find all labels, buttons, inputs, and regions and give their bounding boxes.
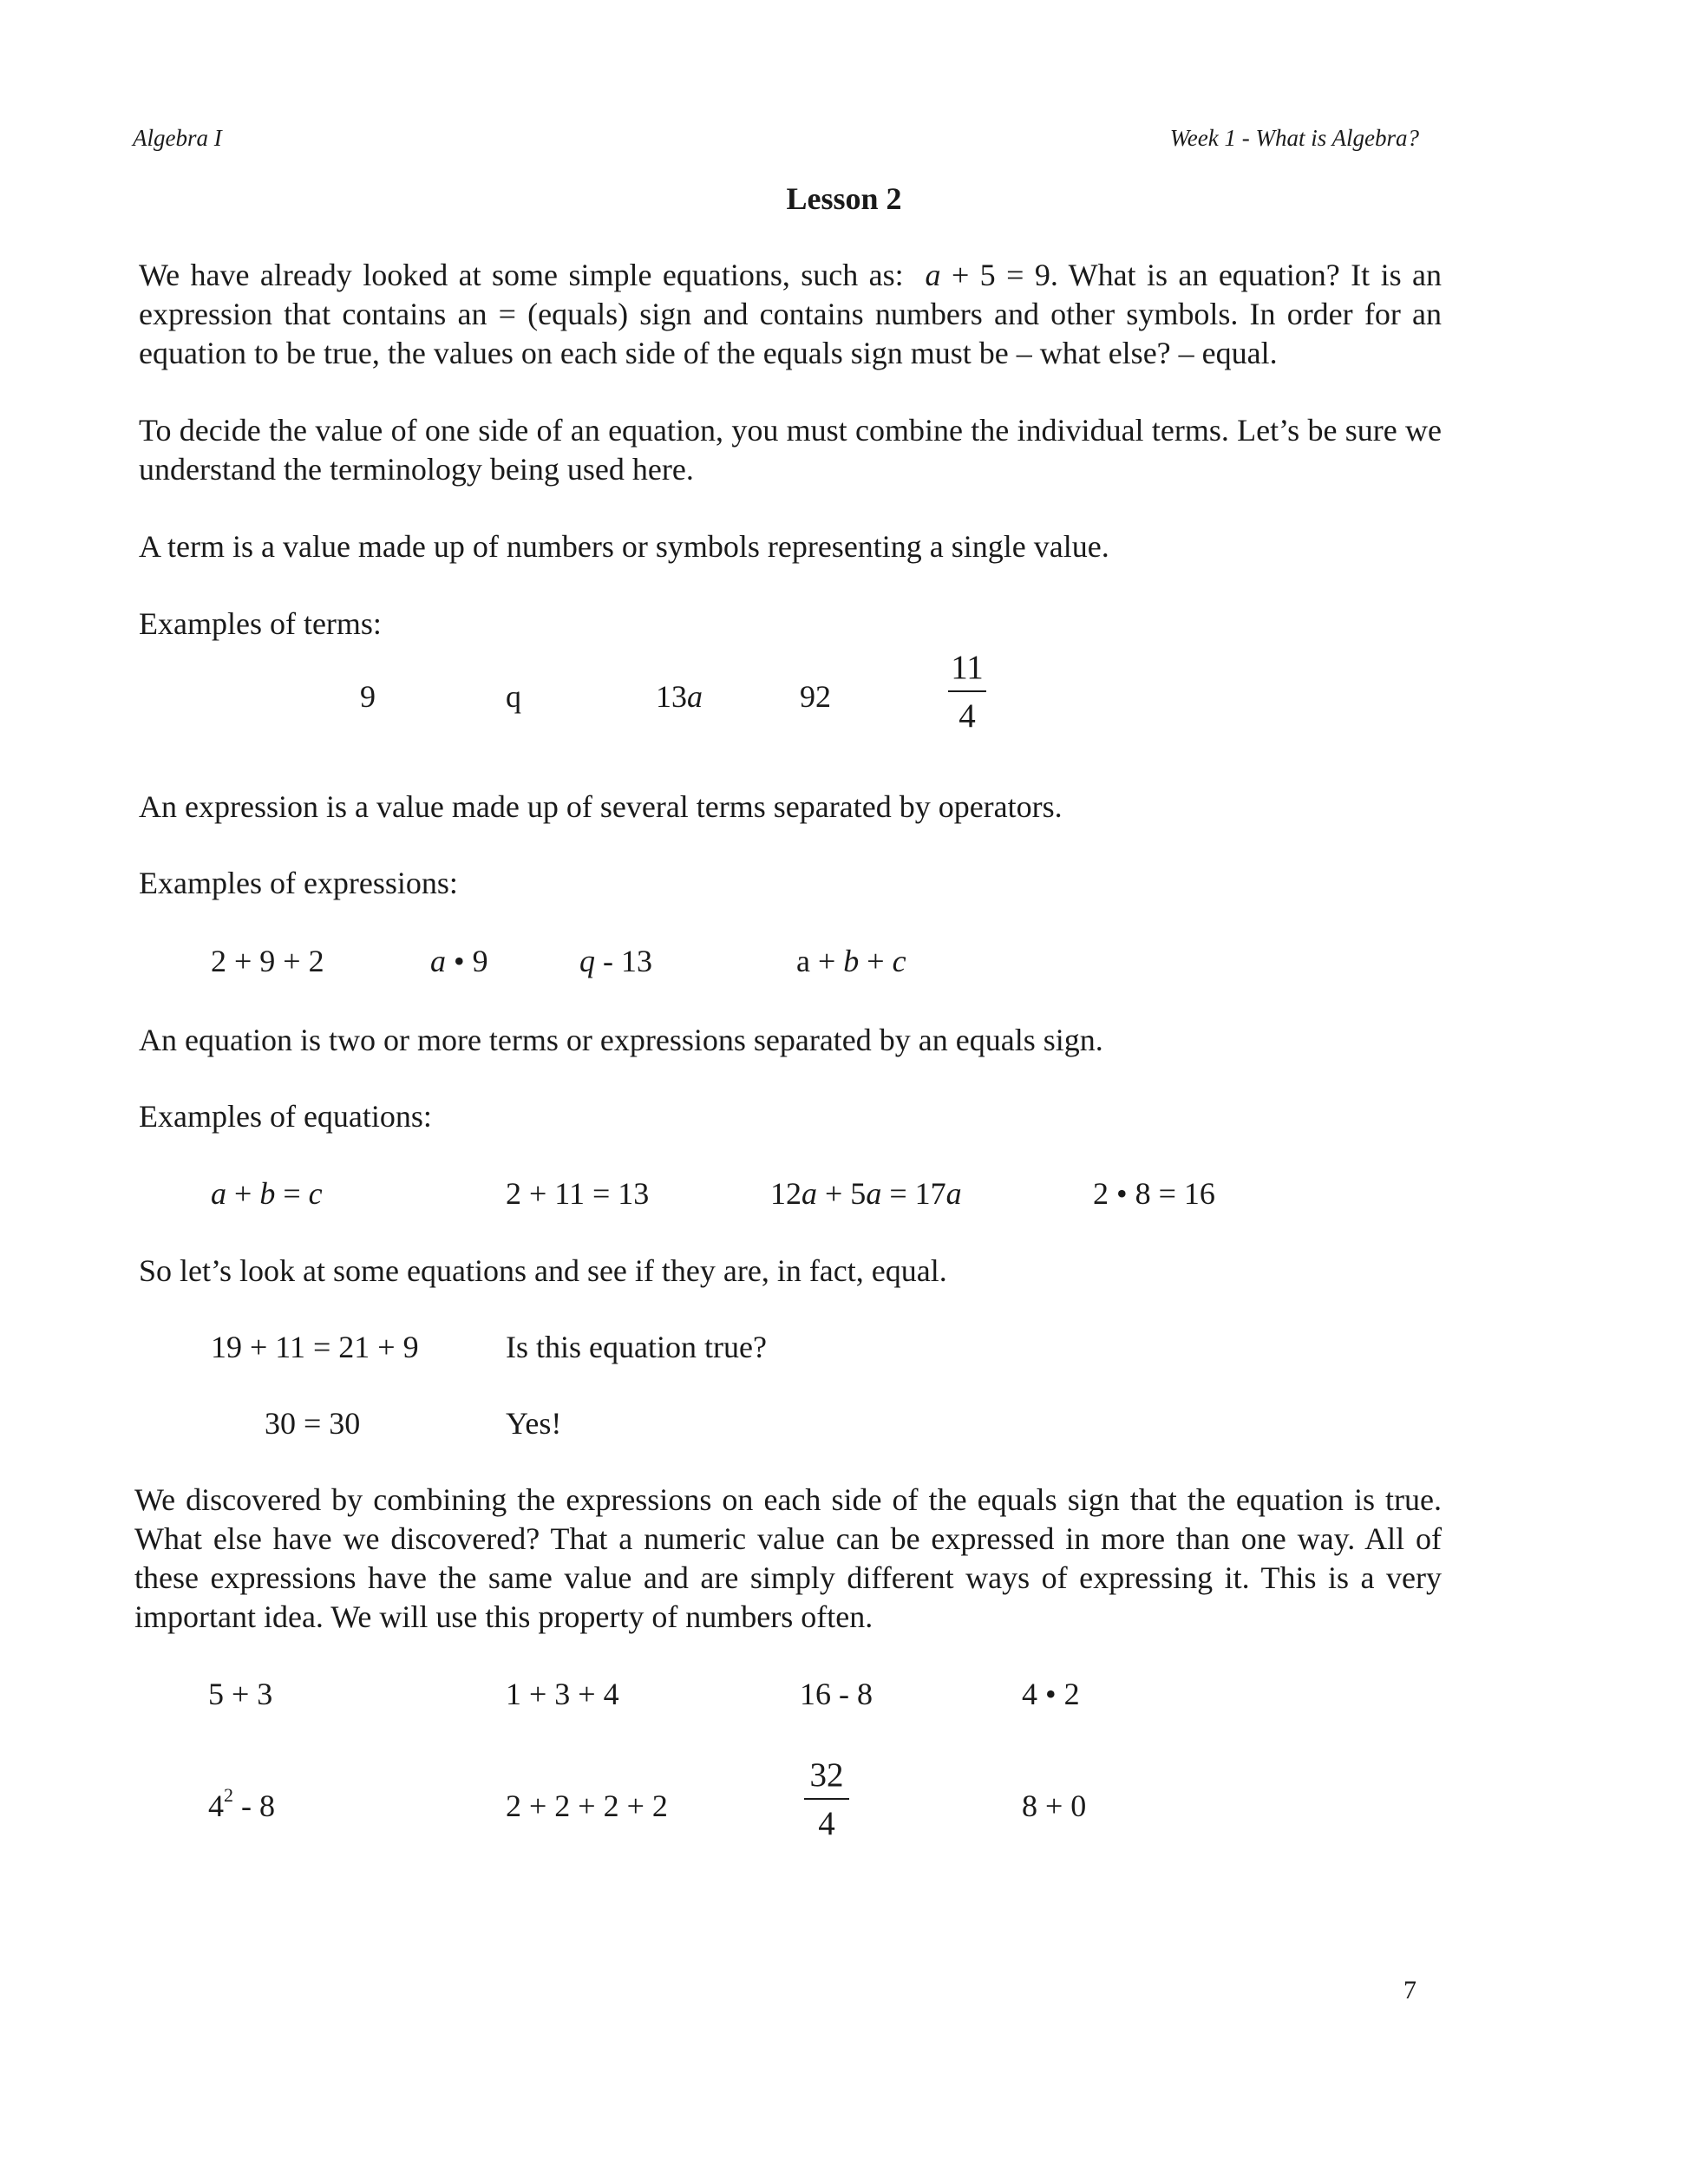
header-course: Algebra I bbox=[133, 125, 222, 151]
lesson-title: Lesson 2 bbox=[786, 181, 902, 216]
term-example-q: q bbox=[506, 679, 521, 714]
eq1-eq: = bbox=[275, 1176, 309, 1211]
same-value-r1c2: 1 + 3 + 4 bbox=[506, 1677, 619, 1711]
intro-paragraph bbox=[139, 256, 1442, 373]
equation-example-4: 2 • 8 = 16 bbox=[1093, 1176, 1215, 1211]
fraction-denominator: 4 bbox=[958, 697, 976, 735]
term-example-9: 9 bbox=[360, 679, 376, 714]
eq1-c: c bbox=[308, 1176, 323, 1211]
equation-example-1 bbox=[211, 1175, 323, 1212]
expression-definition: An expression is a value made up of several terms separated by operators. bbox=[139, 789, 1063, 824]
r2c3-fraction-bar bbox=[804, 1798, 849, 1800]
check-intro: So let’s look at some equations and see if they are, in fact, equal. bbox=[139, 1253, 947, 1288]
same-value-r1c1: 5 + 3 bbox=[208, 1677, 273, 1711]
same-value-r2c1 bbox=[208, 1784, 275, 1824]
intro-text-start: We have already looked at some simple equations, such as: bbox=[139, 258, 904, 292]
term-example-fraction bbox=[947, 649, 987, 736]
equation-definition: An equation is two or more terms or expressions separated by an equals sign. bbox=[139, 1023, 1103, 1057]
terms-heading: Examples of terms: bbox=[139, 606, 382, 641]
term-13a-var: a bbox=[687, 679, 703, 714]
equations-heading: Examples of equations: bbox=[139, 1099, 432, 1134]
term-example-92: 92 bbox=[800, 679, 831, 714]
check-question: Is this equation true? bbox=[506, 1330, 767, 1364]
expression-example-4 bbox=[796, 943, 906, 979]
term-13a-num: 13 bbox=[656, 679, 687, 714]
expr4-b: b bbox=[843, 944, 860, 978]
expr3-var: q bbox=[579, 944, 595, 978]
fraction-bar bbox=[948, 690, 986, 692]
r2c3-numerator: 32 bbox=[809, 1756, 844, 1794]
eq1-b: b bbox=[259, 1176, 276, 1211]
r2c3-denominator: 4 bbox=[818, 1805, 835, 1842]
same-value-r2c3-fraction bbox=[802, 1756, 851, 1843]
check-result: 30 = 30 bbox=[265, 1406, 361, 1441]
r2c1-base: 4 bbox=[208, 1788, 224, 1823]
terminology-paragraph: To decide the value of one side of an equation, you must combine the individual terms. Let’s be sure we understand the terminology being used here. bbox=[139, 413, 1442, 487]
page-number: 7 bbox=[1403, 1976, 1416, 2004]
eq3-v3: a bbox=[945, 1176, 962, 1211]
eq3-eq: = 17 bbox=[881, 1176, 946, 1211]
same-value-r2c2: 2 + 2 + 2 + 2 bbox=[506, 1788, 668, 1823]
expr3-rest: - 13 bbox=[595, 944, 652, 978]
expression-example-1: 2 + 9 + 2 bbox=[211, 944, 324, 978]
same-value-r1c3: 16 - 8 bbox=[800, 1677, 873, 1711]
header-week: Week 1 - What is Algebra? bbox=[1169, 125, 1419, 151]
eq3-v2: a bbox=[866, 1176, 882, 1211]
intro-equation-var: a bbox=[925, 258, 941, 292]
term-definition: A term is a value made up of numbers or symbols representing a single value. bbox=[139, 529, 1109, 564]
discovery-paragraph: We discovered by combining the expressions on each side of the equals sign that the equation is true. What else have we discovered? That a numeric value can be expressed in more than one way. All of these expressions have the same value and are simply different ways of expressing it. This is a very important idea. We will use this property of numbers often. bbox=[134, 1482, 1442, 1634]
expressions-heading: Examples of expressions: bbox=[139, 866, 458, 900]
term-example-13a bbox=[656, 678, 703, 715]
intro-text-rest: + 5 = 9. What is an equation? It is an expression that contains an = (equals) sign and contains numbers and other symbols. In order for an equation to be true, the values on each side of the equals sign must be – what else? – equal. bbox=[139, 258, 1443, 370]
r2c1-exponent: 2 bbox=[224, 1784, 233, 1806]
expr4-plus: + bbox=[859, 944, 893, 978]
check-answer: Yes! bbox=[506, 1406, 562, 1441]
eq1-a: a bbox=[211, 1176, 226, 1211]
eq1-plus: + bbox=[226, 1176, 260, 1211]
same-value-r1c4: 4 • 2 bbox=[1022, 1677, 1080, 1711]
equation-example-2: 2 + 11 = 13 bbox=[506, 1176, 650, 1211]
expr4-a: a + bbox=[796, 944, 844, 978]
eq3-plus: + 5 bbox=[817, 1176, 867, 1211]
expr2-rest: • 9 bbox=[446, 944, 488, 978]
eq3-n1: 12 bbox=[770, 1176, 801, 1211]
r2c1-rest: - 8 bbox=[233, 1788, 275, 1823]
check-equation: 19 + 11 = 21 + 9 bbox=[211, 1330, 419, 1364]
fraction-numerator: 11 bbox=[951, 649, 984, 686]
equation-example-3 bbox=[770, 1175, 962, 1212]
expression-example-2 bbox=[430, 943, 488, 979]
same-value-r2c4: 8 + 0 bbox=[1022, 1788, 1087, 1823]
expr4-c: c bbox=[892, 944, 906, 978]
expr2-var: a bbox=[430, 944, 446, 978]
eq3-v1: a bbox=[801, 1176, 817, 1211]
expression-example-3 bbox=[579, 943, 652, 979]
